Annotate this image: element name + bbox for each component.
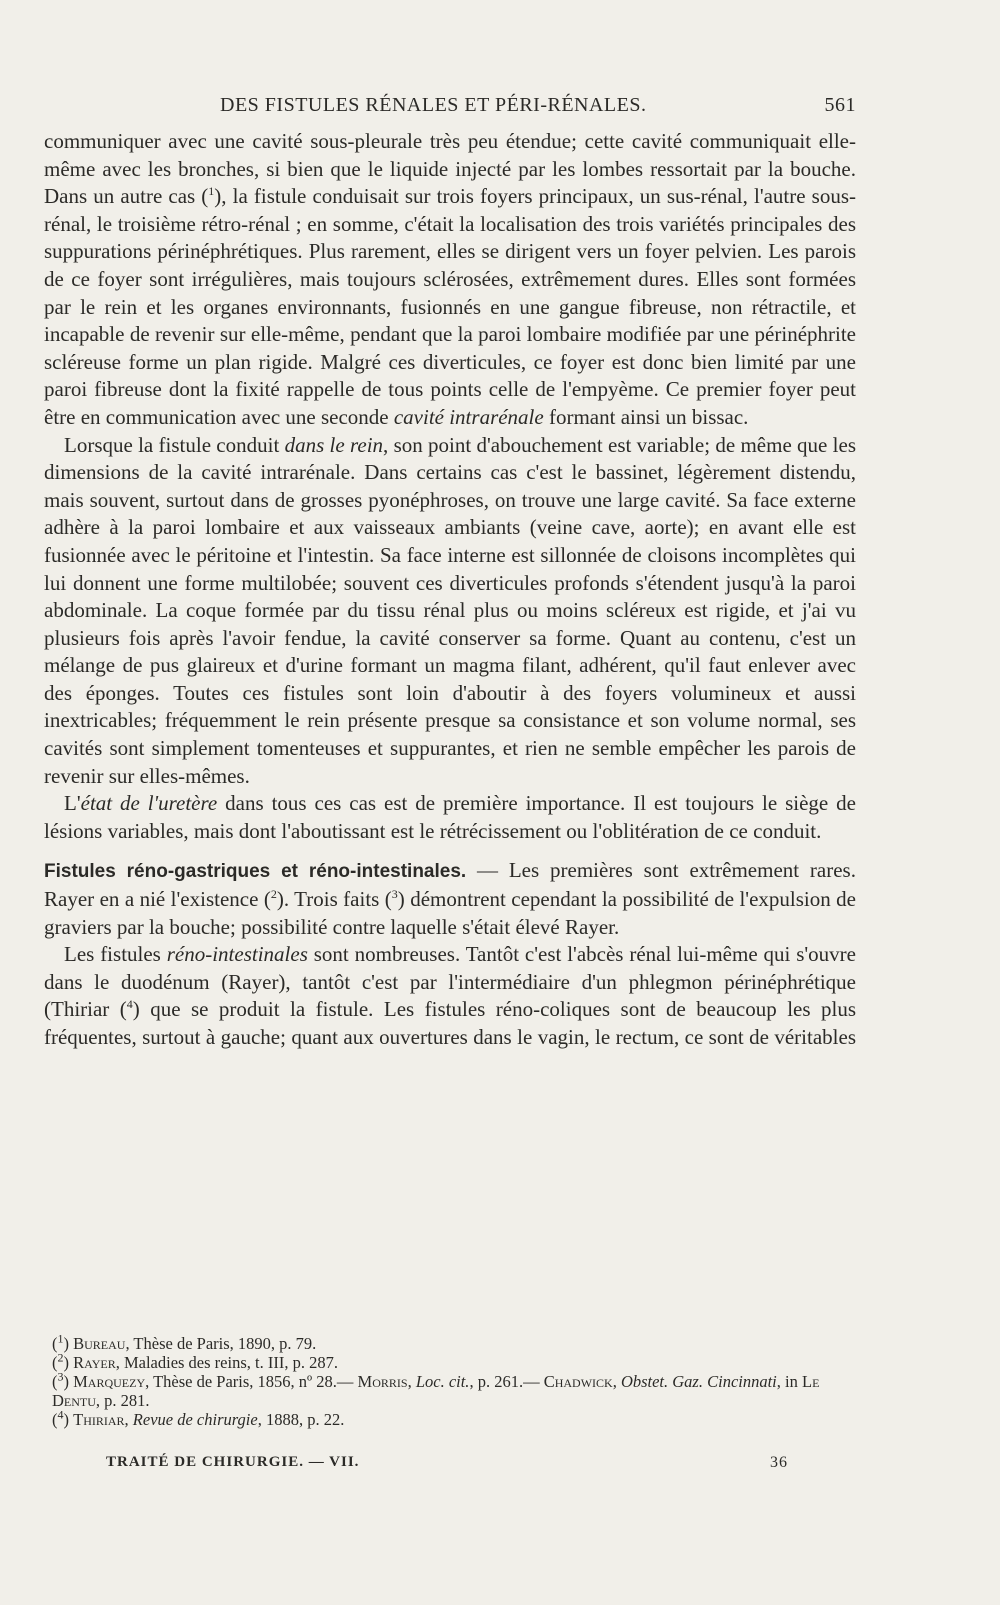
footnote-mark: 3 bbox=[57, 1369, 64, 1384]
footnote-italic: Loc. cit. bbox=[415, 1372, 470, 1391]
italic-term: état de l'uretère bbox=[80, 791, 218, 816]
footnote-mark: 2 bbox=[57, 1350, 64, 1365]
paragraph-3 bbox=[44, 790, 856, 845]
text-run: sont nombreuses. Tantôt c'est l'abcès rénal lui-même qui s'ouvre dans le duodénum (Rayer), tantôt c'est par l'intermédiaire d'un phlegmon périnéphrétique (Thiriar ( bbox=[44, 942, 857, 1022]
section-heading: Fistules réno-gastriques et réno-intestinales. bbox=[44, 861, 467, 883]
footnote-text: , Maladies des reins, t. III, p. 287. bbox=[115, 1353, 338, 1372]
text-run: — Les premières sont extrêmement rares. Rayer en a nié l'existence ( bbox=[44, 858, 856, 912]
footnote-ref: 4 bbox=[126, 997, 133, 1012]
footnote-author: Le Dentu bbox=[52, 1372, 820, 1410]
text-run: dans tous ces cas est de première importance. Il est toujours le siège de lésions variables, mais dont l'aboutissant est le rétrécissement ou l'oblitération de ce conduit. bbox=[44, 791, 856, 843]
footnote-text: , Thèse de Paris, 1856, nº 28.— bbox=[145, 1372, 358, 1391]
page-footer bbox=[106, 1454, 788, 1471]
page-number: 561 bbox=[824, 94, 856, 116]
footnote-author: Chadwick bbox=[543, 1372, 613, 1391]
body-text bbox=[44, 128, 856, 1052]
paragraph-2 bbox=[44, 432, 856, 791]
footnote-author: Marquezy bbox=[73, 1372, 146, 1391]
footnote-ref: 2 bbox=[270, 887, 277, 902]
footnote-text: , bbox=[407, 1372, 416, 1391]
footnote-mark: 1 bbox=[57, 1331, 64, 1346]
footnotes bbox=[52, 1331, 858, 1429]
italic-term: dans le rein bbox=[284, 432, 384, 457]
running-title: DES FISTULES RÉNALES ET PÉRI-RÉNALES. bbox=[220, 94, 647, 116]
footnote-text: , p. 281. bbox=[95, 1391, 150, 1410]
footnote-2: ($^2$) Rayer, Maladies des reins, t. III, p. 287. bbox=[52, 1350, 338, 1372]
footnote-author: Bureau bbox=[73, 1334, 126, 1353]
text-run: Les fistules bbox=[64, 942, 167, 967]
text-run: ) démontrent cependant la possibilité de l'expulsion de graviers par la bouche; possibilité contre laquelle s'était élevé Rayer. bbox=[44, 887, 856, 939]
text-run: Lorsque la fistule conduit bbox=[64, 432, 285, 457]
footnote-ref: 1 bbox=[208, 184, 215, 199]
footnote-3: ($^3$) Marquezy, Thèse de Paris, 1856, nº 28.— Morris, Loc. cit., p. 261.— Chadwick, Obstet. Gaz. Cincinnati, in Le Dentu, p. 281. bbox=[52, 1369, 820, 1410]
italic-term: cavité intrarénale bbox=[393, 404, 544, 429]
footnote-1: ($^1$) Bureau, Thèse de Paris, 1890, p. 79. bbox=[52, 1331, 317, 1353]
text-run: , son point d'abouchement est variable; de même que les dimensions de la cavité intrarénale. Dans certains cas c'est le bassinet, légèrement distendu, mais souvent, surtout dans de grosses pyonéphroses, on trouve une large cavité. Sa face externe adhère à la paroi lombaire et aux vaisseaux ambiants (veine cave, aorte); en avant elle est fusionnée avec le péritoine et l'intestin. Sa face interne est sillonnée de cloisons incomplètes qui lui donnent une forme multilobée; souvent ces diverticules profonds s'étendent jusqu'à la paroi abdominale. La coque formée par du tissu rénal plus ou moins scléreux est rigide, et j'ai vu plusieurs fois après l'avoir fendue, la cavité conserver sa forme. Quant au contenu, c'est un mélange de pus glaireux et d'urine formant un magma filant, adhérent, qu'il faut enlever avec des éponges. Toutes ces fistules sont loin d'aboutir à des foyers volumineux et aussi inextricables; fréquemment le rein présente presque sa consistance et son volume normal, ses cavités sont simplement tomenteuses et suppurantes, et rien ne semble empêcher les parois de revenir sur elles-mêmes. bbox=[44, 432, 856, 788]
text-run: ), la fistule conduisait sur trois foyers principaux, un sus-rénal, l'autre sous-rénal, le troisième rétro-rénal ; en somme, c'était la localisation des trois variétés principales des suppurations périnéphrétiques. Plus rarement, elles se dirigent vers un foyer pelvien. Les parois de ce foyer sont irrégulières, mais toujours sclérosées, extrêmement dures. Elles sont formées par le rein et les organes environnants, fusionnés en une gangue fibreuse, non rétractile, et incapable de revenir sur elle-même, pendant que la paroi lombaire modifiée par une périnéphrite scléreuse forme un plan rigide. Malgré ces diverticules, ce foyer est donc bien limité par une paroi fibreuse dont la fixité rappelle de tous points celle de l'empyème. Ce premier foyer peut être en communication avec une seconde bbox=[44, 184, 856, 429]
footnote-author: Rayer bbox=[73, 1353, 116, 1372]
paragraph-5 bbox=[44, 941, 856, 1051]
text-run: formant ainsi un bissac. bbox=[543, 404, 749, 429]
footnote-4: ($^4$) Thiriar, Revue de chirurgie, 1888, p. 22. bbox=[52, 1407, 345, 1429]
footnote-ref: 3 bbox=[391, 887, 398, 902]
signature-mark: 36 bbox=[770, 1454, 788, 1471]
footnote-text: , p. 261.— bbox=[469, 1372, 544, 1391]
text-run: ) que se produit la fistule. Les fistules réno-coliques sont de beaucoup les plus fréquentes, surtout à gauche; quant aux ouvertures dans le vagin, le rectum, ce sont de véritables bbox=[44, 997, 856, 1049]
footnote-text: , bbox=[612, 1372, 621, 1391]
footnote-author: Thiriar bbox=[73, 1410, 125, 1429]
footnote-text: , bbox=[124, 1410, 133, 1429]
footnote-mark: 4 bbox=[57, 1407, 64, 1422]
paragraph-4 bbox=[44, 857, 856, 941]
footnote-italic: Obstet. Gaz. Cincinnati bbox=[620, 1372, 777, 1391]
italic-term: réno-intestinales bbox=[166, 942, 308, 967]
book-title: TRAITÉ DE CHIRURGIE. — VII. bbox=[106, 1454, 360, 1470]
text-run: communiquer avec une cavité sous-pleurale très peu étendue; cette cavité communiquait elle-même avec les bronches, si bien que le liquide injecté par les lombes ressortait par la bouche. Dans un autre cas ( bbox=[44, 129, 856, 209]
paragraph-1 bbox=[44, 128, 856, 432]
text-run: ). Trois faits ( bbox=[276, 887, 392, 912]
footnote-text: , Thèse de Paris, 1890, p. 79. bbox=[125, 1334, 317, 1353]
footnote-text: , in bbox=[776, 1372, 802, 1391]
footnote-text: , 1888, p. 22. bbox=[257, 1410, 345, 1429]
footnote-author: Morris bbox=[357, 1372, 408, 1391]
text-run: L' bbox=[64, 791, 81, 816]
footnote-italic: Revue de chirurgie bbox=[132, 1410, 258, 1429]
